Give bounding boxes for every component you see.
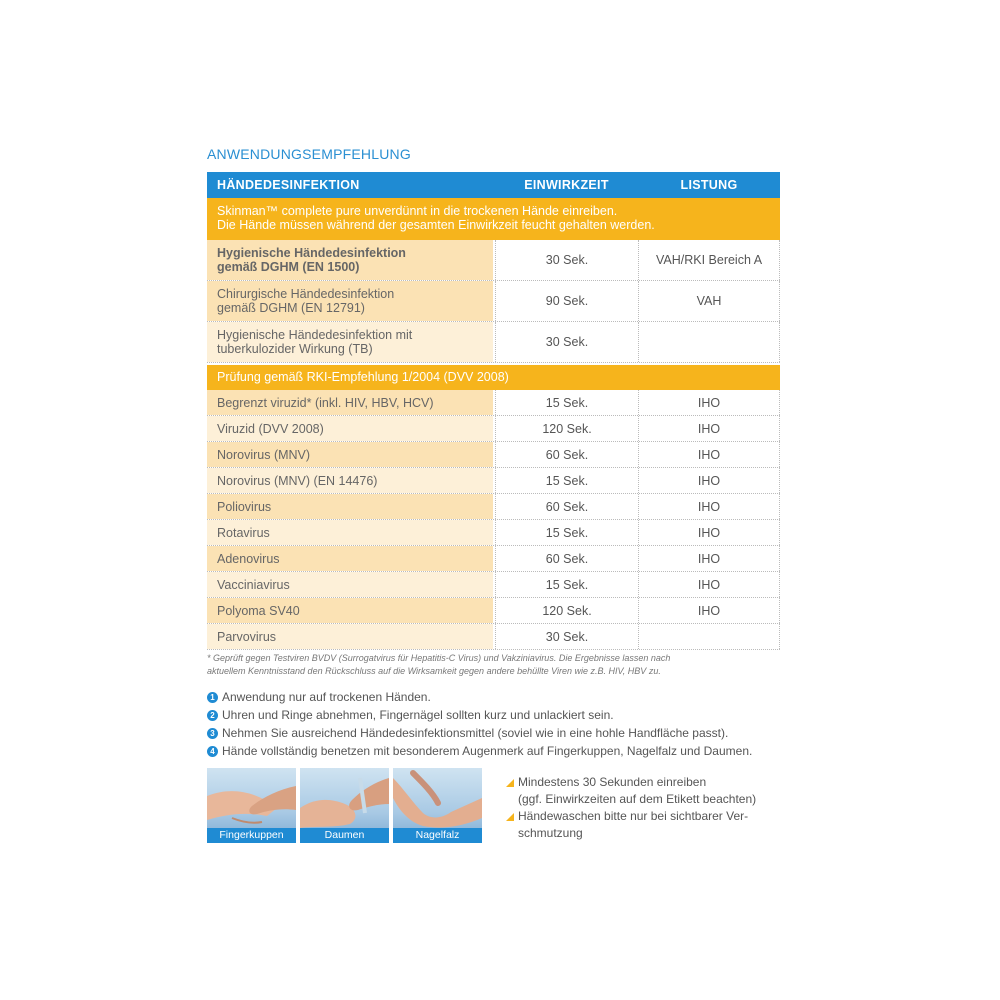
row-time: 120 Sek. [495, 416, 638, 441]
note-line: Händewaschen bitte nur bei sichtbarer Ver- [518, 809, 749, 823]
row-name: Rotavirus [207, 520, 493, 545]
row-name: Norovirus (MNV) [207, 442, 493, 467]
row-listing: IHO [638, 572, 780, 597]
row-name: Parvovirus [207, 624, 493, 649]
header-disinfection: HÄNDEDESINFEKTION [217, 178, 360, 192]
photo-nail-fold [393, 768, 482, 843]
row-time: 15 Sek. [495, 572, 638, 597]
step-number-icon: 3 [207, 728, 218, 739]
row-name-line: Hygienische Händedesinfektion mit [217, 328, 413, 342]
row-listing: IHO [638, 520, 780, 545]
row-name [207, 281, 493, 321]
row-listing [638, 624, 780, 649]
row-name-line: tuberkulozider Wirkung (TB) [217, 342, 373, 356]
photo-label: Daumen [300, 828, 389, 843]
rki-band: Prüfung gemäß RKI-Empfehlung 1/2004 (DVV 2008) [207, 365, 780, 390]
row-name-line: gemäß DGHM (EN 12791) [217, 301, 365, 315]
header-exposure-time: EINWIRKZEIT [524, 178, 609, 192]
row-name: Begrenzt viruzid* (inkl. HIV, HBV, HCV) [207, 390, 493, 415]
table-row [207, 416, 780, 442]
table-row [207, 322, 780, 363]
table-row [207, 442, 780, 468]
step-number-icon: 2 [207, 710, 218, 721]
instruction-band [207, 198, 780, 240]
instruction-line-1: Skinman™ complete pure unverdünnt in die trockenen Hände einreiben. [217, 204, 618, 218]
row-listing: IHO [638, 442, 780, 467]
note-line: (ggf. Einwirkzeiten auf dem Etikett beachten) [518, 792, 757, 806]
row-listing: IHO [638, 468, 780, 493]
row-listing: IHO [638, 598, 780, 623]
table-header [207, 172, 780, 198]
photo-thumb [300, 768, 389, 843]
note-line: Mindestens 30 Sekunden einreiben [518, 775, 707, 789]
step-text: Anwendung nur auf trockenen Händen. [222, 690, 431, 704]
photo-label: Fingerkuppen [207, 828, 296, 843]
step-number-icon: 4 [207, 746, 218, 757]
row-listing: VAH/RKI Bereich A [638, 240, 780, 280]
triangle-bullet-icon [506, 779, 516, 787]
table-row [207, 468, 780, 494]
note-item [506, 774, 796, 808]
footnote [207, 652, 780, 678]
row-listing: IHO [638, 416, 780, 441]
note-line: schmutzung [518, 826, 583, 840]
disinfection-table [207, 172, 780, 650]
row-name: Adenovirus [207, 546, 493, 571]
instruction-line-2: Die Hände müssen während der gesamten Einwirkzeit feucht gehalten werden. [217, 218, 655, 232]
row-name: Viruzid (DVV 2008) [207, 416, 493, 441]
row-time: 60 Sek. [495, 442, 638, 467]
step-item [207, 724, 787, 742]
row-time: 30 Sek. [495, 240, 638, 280]
application-steps [207, 688, 787, 760]
step-item [207, 688, 787, 706]
table-row [207, 281, 780, 322]
notes [506, 774, 796, 842]
row-time: 120 Sek. [495, 598, 638, 623]
step-number-icon: 1 [207, 692, 218, 703]
row-time: 60 Sek. [495, 494, 638, 519]
row-listing: IHO [638, 494, 780, 519]
row-name: Poliovirus [207, 494, 493, 519]
step-text: Uhren und Ringe abnehmen, Fingernägel sollten kurz und unlackiert sein. [222, 708, 614, 722]
row-listing: IHO [638, 390, 780, 415]
table-row [207, 240, 780, 281]
row-time: 30 Sek. [495, 624, 638, 649]
step-item [207, 742, 787, 760]
table-row [207, 546, 780, 572]
row-name [207, 322, 493, 362]
row-name-line: gemäß DGHM (EN 1500) [217, 260, 360, 274]
step-text: Hände vollständig benetzen mit besonderem Augenmerk auf Fingerkuppen, Nagelfalz und Daumen. [222, 744, 753, 758]
table-row [207, 520, 780, 546]
step-text: Nehmen Sie ausreichend Händedesinfektionsmittel (soviel wie in eine hohle Handfläche passt). [222, 726, 729, 740]
row-time: 90 Sek. [495, 281, 638, 321]
table-row [207, 390, 780, 416]
note-item [506, 808, 796, 842]
virus-rows [207, 390, 780, 650]
row-time: 15 Sek. [495, 520, 638, 545]
row-listing: VAH [638, 281, 780, 321]
row-name: Vacciniavirus [207, 572, 493, 597]
row-time: 60 Sek. [495, 546, 638, 571]
row-name-line: Chirurgische Händedesinfektion [217, 287, 395, 301]
photo-label: Nagelfalz [393, 828, 482, 843]
footnote-line-2: aktuellem Kenntnisstand den Rückschluss auf die Wirksamkeit gegen andere behüllte Viren wie z.B. HIV, HBV zu. [207, 666, 661, 676]
triangle-bullet-icon [506, 813, 516, 821]
table-row [207, 598, 780, 624]
row-time: 30 Sek. [495, 322, 638, 362]
row-name: Norovirus (MNV) (EN 14476) [207, 468, 493, 493]
row-time: 15 Sek. [495, 390, 638, 415]
footnote-line-1: * Geprüft gegen Testviren BVDV (Surrogatvirus für Hepatitis-C Virus) und Vakziniavirus. Die Ergebnisse lassen nach [207, 653, 671, 663]
table-row [207, 624, 780, 650]
row-name-line: Hygienische Händedesinfektion [217, 246, 406, 260]
row-name: Polyoma SV40 [207, 598, 493, 623]
photo-fingertips [207, 768, 296, 843]
header-listing: LISTUNG [680, 178, 738, 192]
step-item [207, 706, 787, 724]
table-row [207, 494, 780, 520]
technique-photos [207, 768, 486, 843]
row-name [207, 240, 493, 280]
row-listing [638, 322, 780, 362]
table-row [207, 572, 780, 598]
row-listing: IHO [638, 546, 780, 571]
page-title: ANWENDUNGSEMPFEHLUNG [207, 146, 411, 162]
row-time: 15 Sek. [495, 468, 638, 493]
